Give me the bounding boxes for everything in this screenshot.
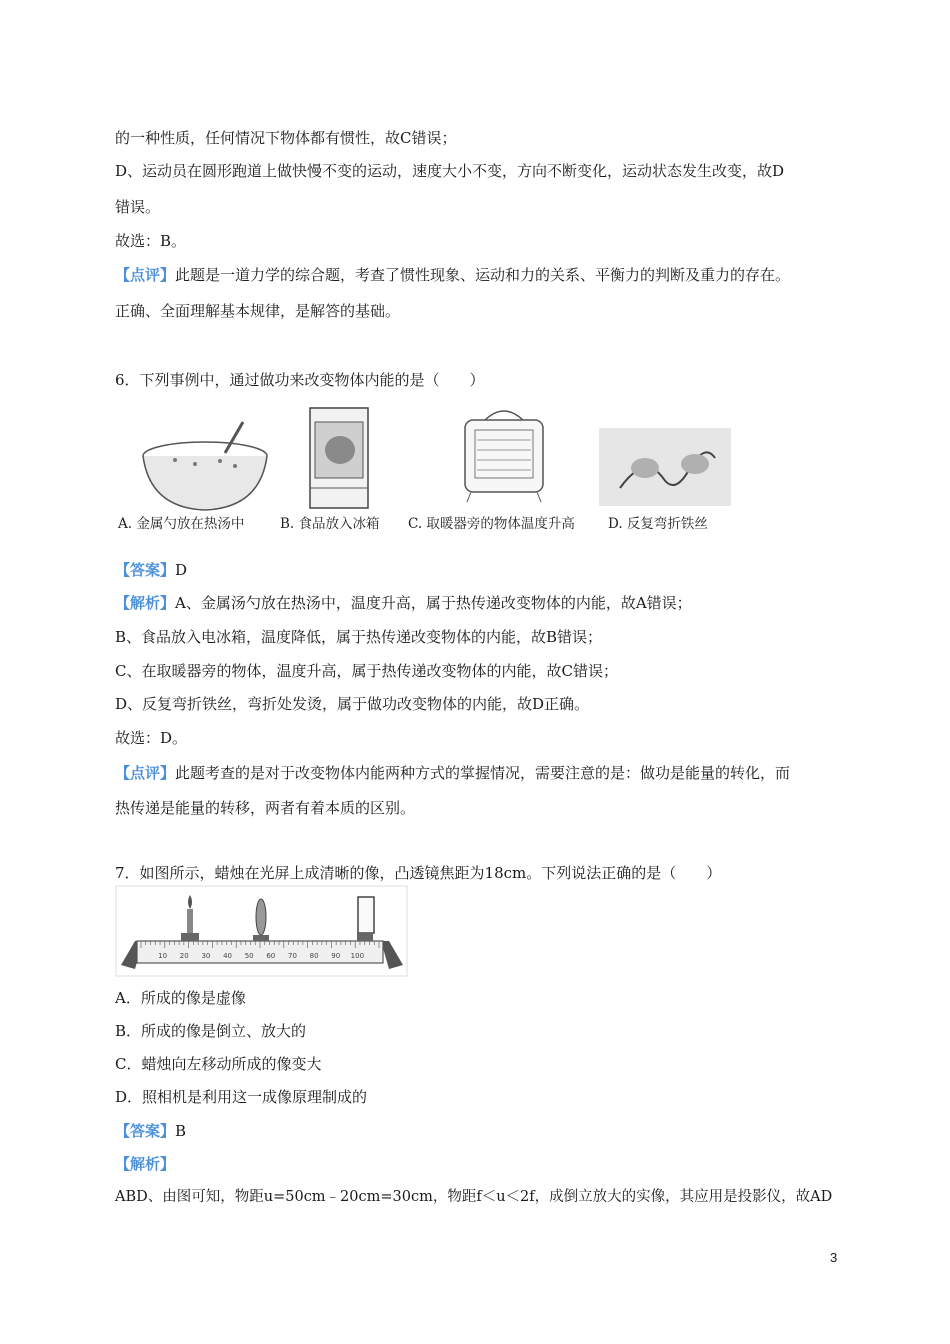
text-line: D、运动员在圆形跑道上做快慢不变的运动，速度大小不变，方向不断变化，运动状态发生改变，故D [115,162,785,180]
bending-wire-illustration [599,428,731,506]
question-7: 7．如图所示，蜡烛在光屏上成清晰的像，凸透镜焦距为18cm。下列说法正确的是（ ） [115,864,722,882]
text-line: 的一种性质，任何情况下物体都有惯性，故C错误； [115,129,457,147]
bowl-illustration [143,422,267,510]
answer-value: B [175,1122,187,1140]
figure-caption: A. 金属勺放在热汤中 [118,516,245,532]
option-b: B．所成的像是倒立、放大的 [115,1022,307,1040]
ruler-tick-label: 30 [201,952,211,960]
optical-bench-figure [115,885,410,980]
text-line: 正确、全面理解基本规律，是解答的基础。 [115,302,401,320]
heater-illustration [465,411,543,502]
analysis-tag: 【解析】 [115,1155,176,1173]
figure-caption: D. 反复弯折铁丝 [608,516,708,532]
analysis-text: A、金属汤勺放在热汤中，温度升高，属于热传递改变物体的内能，故A错误； [175,594,692,612]
ruler-tick-label: 60 [266,952,276,960]
question-6: 6．下列事例中，通过做功来改变物体内能的是（ ） [115,371,485,389]
comment-text: 此题是一道力学的综合题，考查了惯性现象、运动和力的关系、平衡力的判断及重力的存在。 [175,266,791,284]
text-line: ABD、由图可知，物距u=50cm﹣20cm=30cm，物距f＜u＜2f，成倒立放大的实像，其应用是投影仪，故AD [115,1189,833,1205]
candle-icon [181,895,199,941]
comment-tag: 【点评】 [115,266,176,284]
answer-line [115,559,187,581]
text-line: C、在取暖器旁的物体，温度升高，属于热传递改变物体的内能，故C错误； [115,662,618,680]
page-number: 3 [830,1250,838,1265]
text-line: B、食品放入电冰箱，温度降低，属于热传递改变物体的内能，故B错误； [115,628,603,646]
ruler-tick-label: 50 [244,952,254,960]
ruler-tick-label: 80 [309,952,319,960]
ruler-tick-label: 100 [350,952,365,960]
convex-lens-icon [253,899,269,941]
answer-line [115,1120,186,1142]
option-c: C．蜡烛向左移动所成的像变大 [115,1055,322,1073]
analysis-line [115,592,692,614]
comment-tag: 【点评】 [115,764,176,782]
analysis-tag: 【解析】 [115,594,176,612]
ruler-tick-label: 40 [223,952,233,960]
answer-tag: 【答案】 [115,561,176,579]
figure-caption: B. 食品放入冰箱 [280,516,380,532]
ruler-tick-label: 90 [331,952,341,960]
ruler-tick-label: 70 [287,952,297,960]
text-line: D、反复弯折铁丝，弯折处发烫，属于做功改变物体的内能，故D正确。 [115,695,590,713]
fridge-illustration [310,408,368,508]
answer-value: D [175,561,188,579]
text-line: 错误。 [115,198,161,216]
figure-caption: C. 取暖器旁的物体温度升高 [408,516,575,532]
answer-tag: 【答案】 [115,1122,176,1140]
text-line: 故选：B。 [115,232,187,250]
comment-line [115,264,790,286]
option-d: D．照相机是利用这一成像原理制成的 [115,1088,368,1106]
light-screen-icon [357,897,374,941]
text-line: 故选：D。 [115,729,188,747]
ruler-tick-label: 10 [158,952,168,960]
comment-text: 此题考查的是对于改变物体内能两种方式的掌握情况，需要注意的是：做功是能量的转化，而 [175,764,791,782]
text-line: 热传递是能量的转移，两者有着本质的区别。 [115,799,416,817]
comment-line [115,762,790,784]
option-a: A．所成的像是虚像 [115,989,246,1007]
analysis-line [115,1153,175,1175]
ruler-tick-label: 20 [179,952,189,960]
